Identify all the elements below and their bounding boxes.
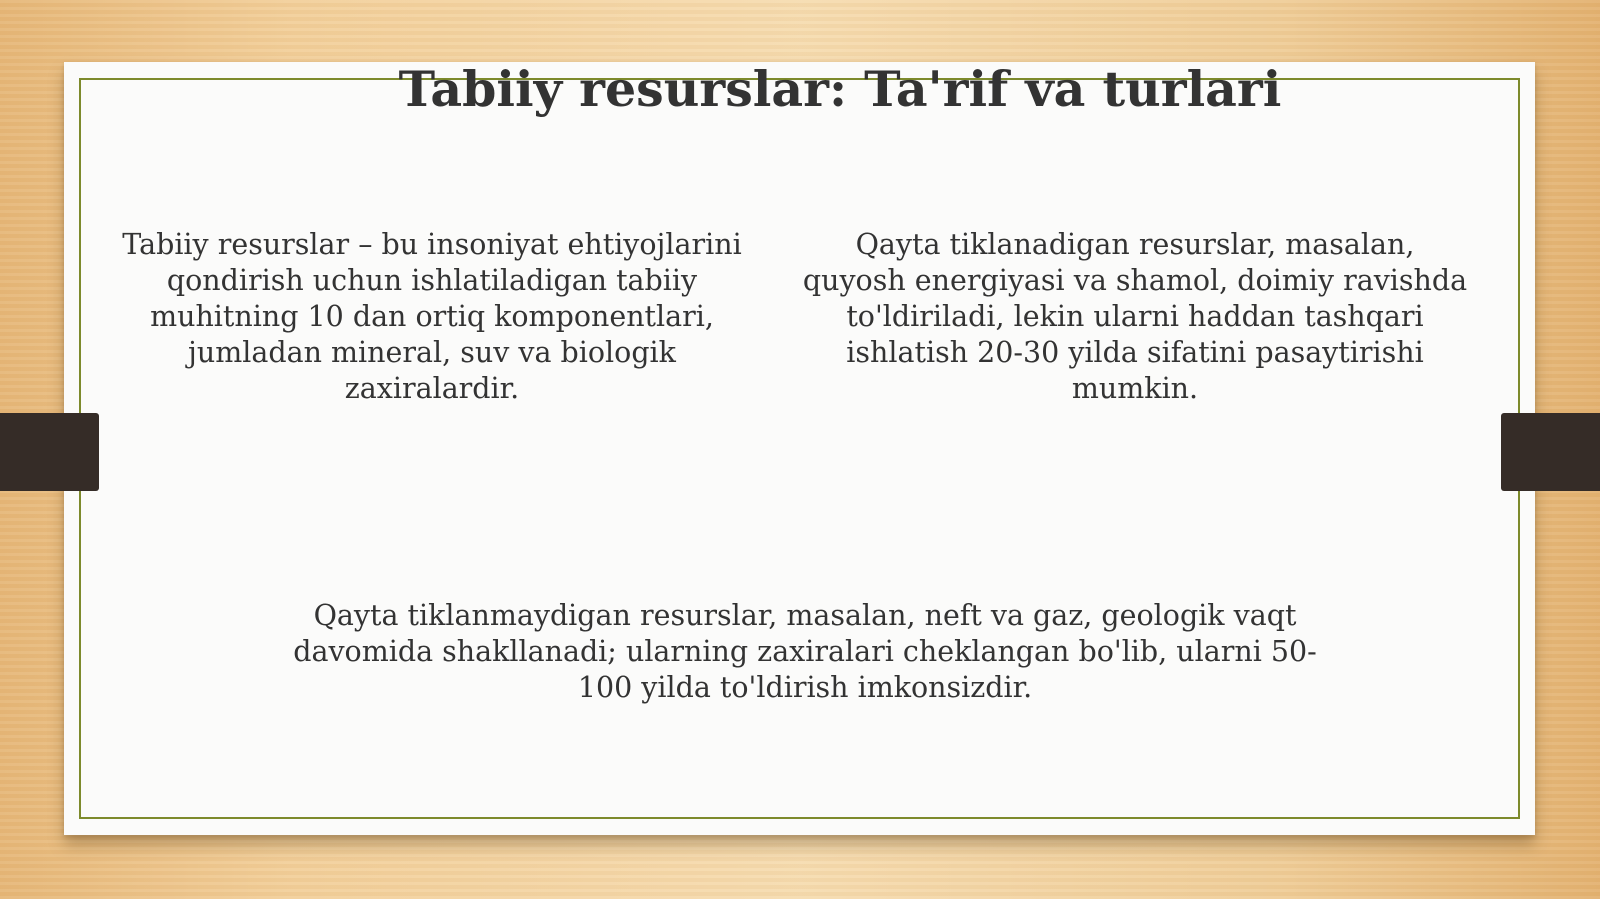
nonrenewable-resources-text: Qayta tiklanmaydigan resurslar, masalan, neft va gaz, geologik vaqt davomida shakllanadi; ularning zaxiralari cheklangan bo'lib, ularni 50-100 yilda to'ldirish imkonsizdir. — [293, 599, 1317, 704]
slide-card — [64, 62, 1535, 835]
slide-title: Tabiiy resurslar: Ta'rif va turlari — [398, 60, 1282, 118]
slide-card-border — [79, 78, 1520, 819]
right-binder-tab — [1501, 413, 1600, 491]
renewable-resources-text: Qayta tiklanadigan resurslar, masalan, quyosh energiyasi va shamol, doimiy ravishda to'ldiriladi, lekin ularni haddan tashqari ishlatish 20-30 yilda sifatini pasaytirishi mumkin. — [802, 228, 1468, 405]
left-binder-tab — [0, 413, 99, 491]
definition-text: Tabiiy resurslar – bu insoniyat ehtiyojlarini qondirish uchun ishlatiladigan tabiiy muhitning 10 dan ortiq komponentlari, jumladan mineral, suv va biologik zaxiralardir. — [122, 228, 742, 405]
